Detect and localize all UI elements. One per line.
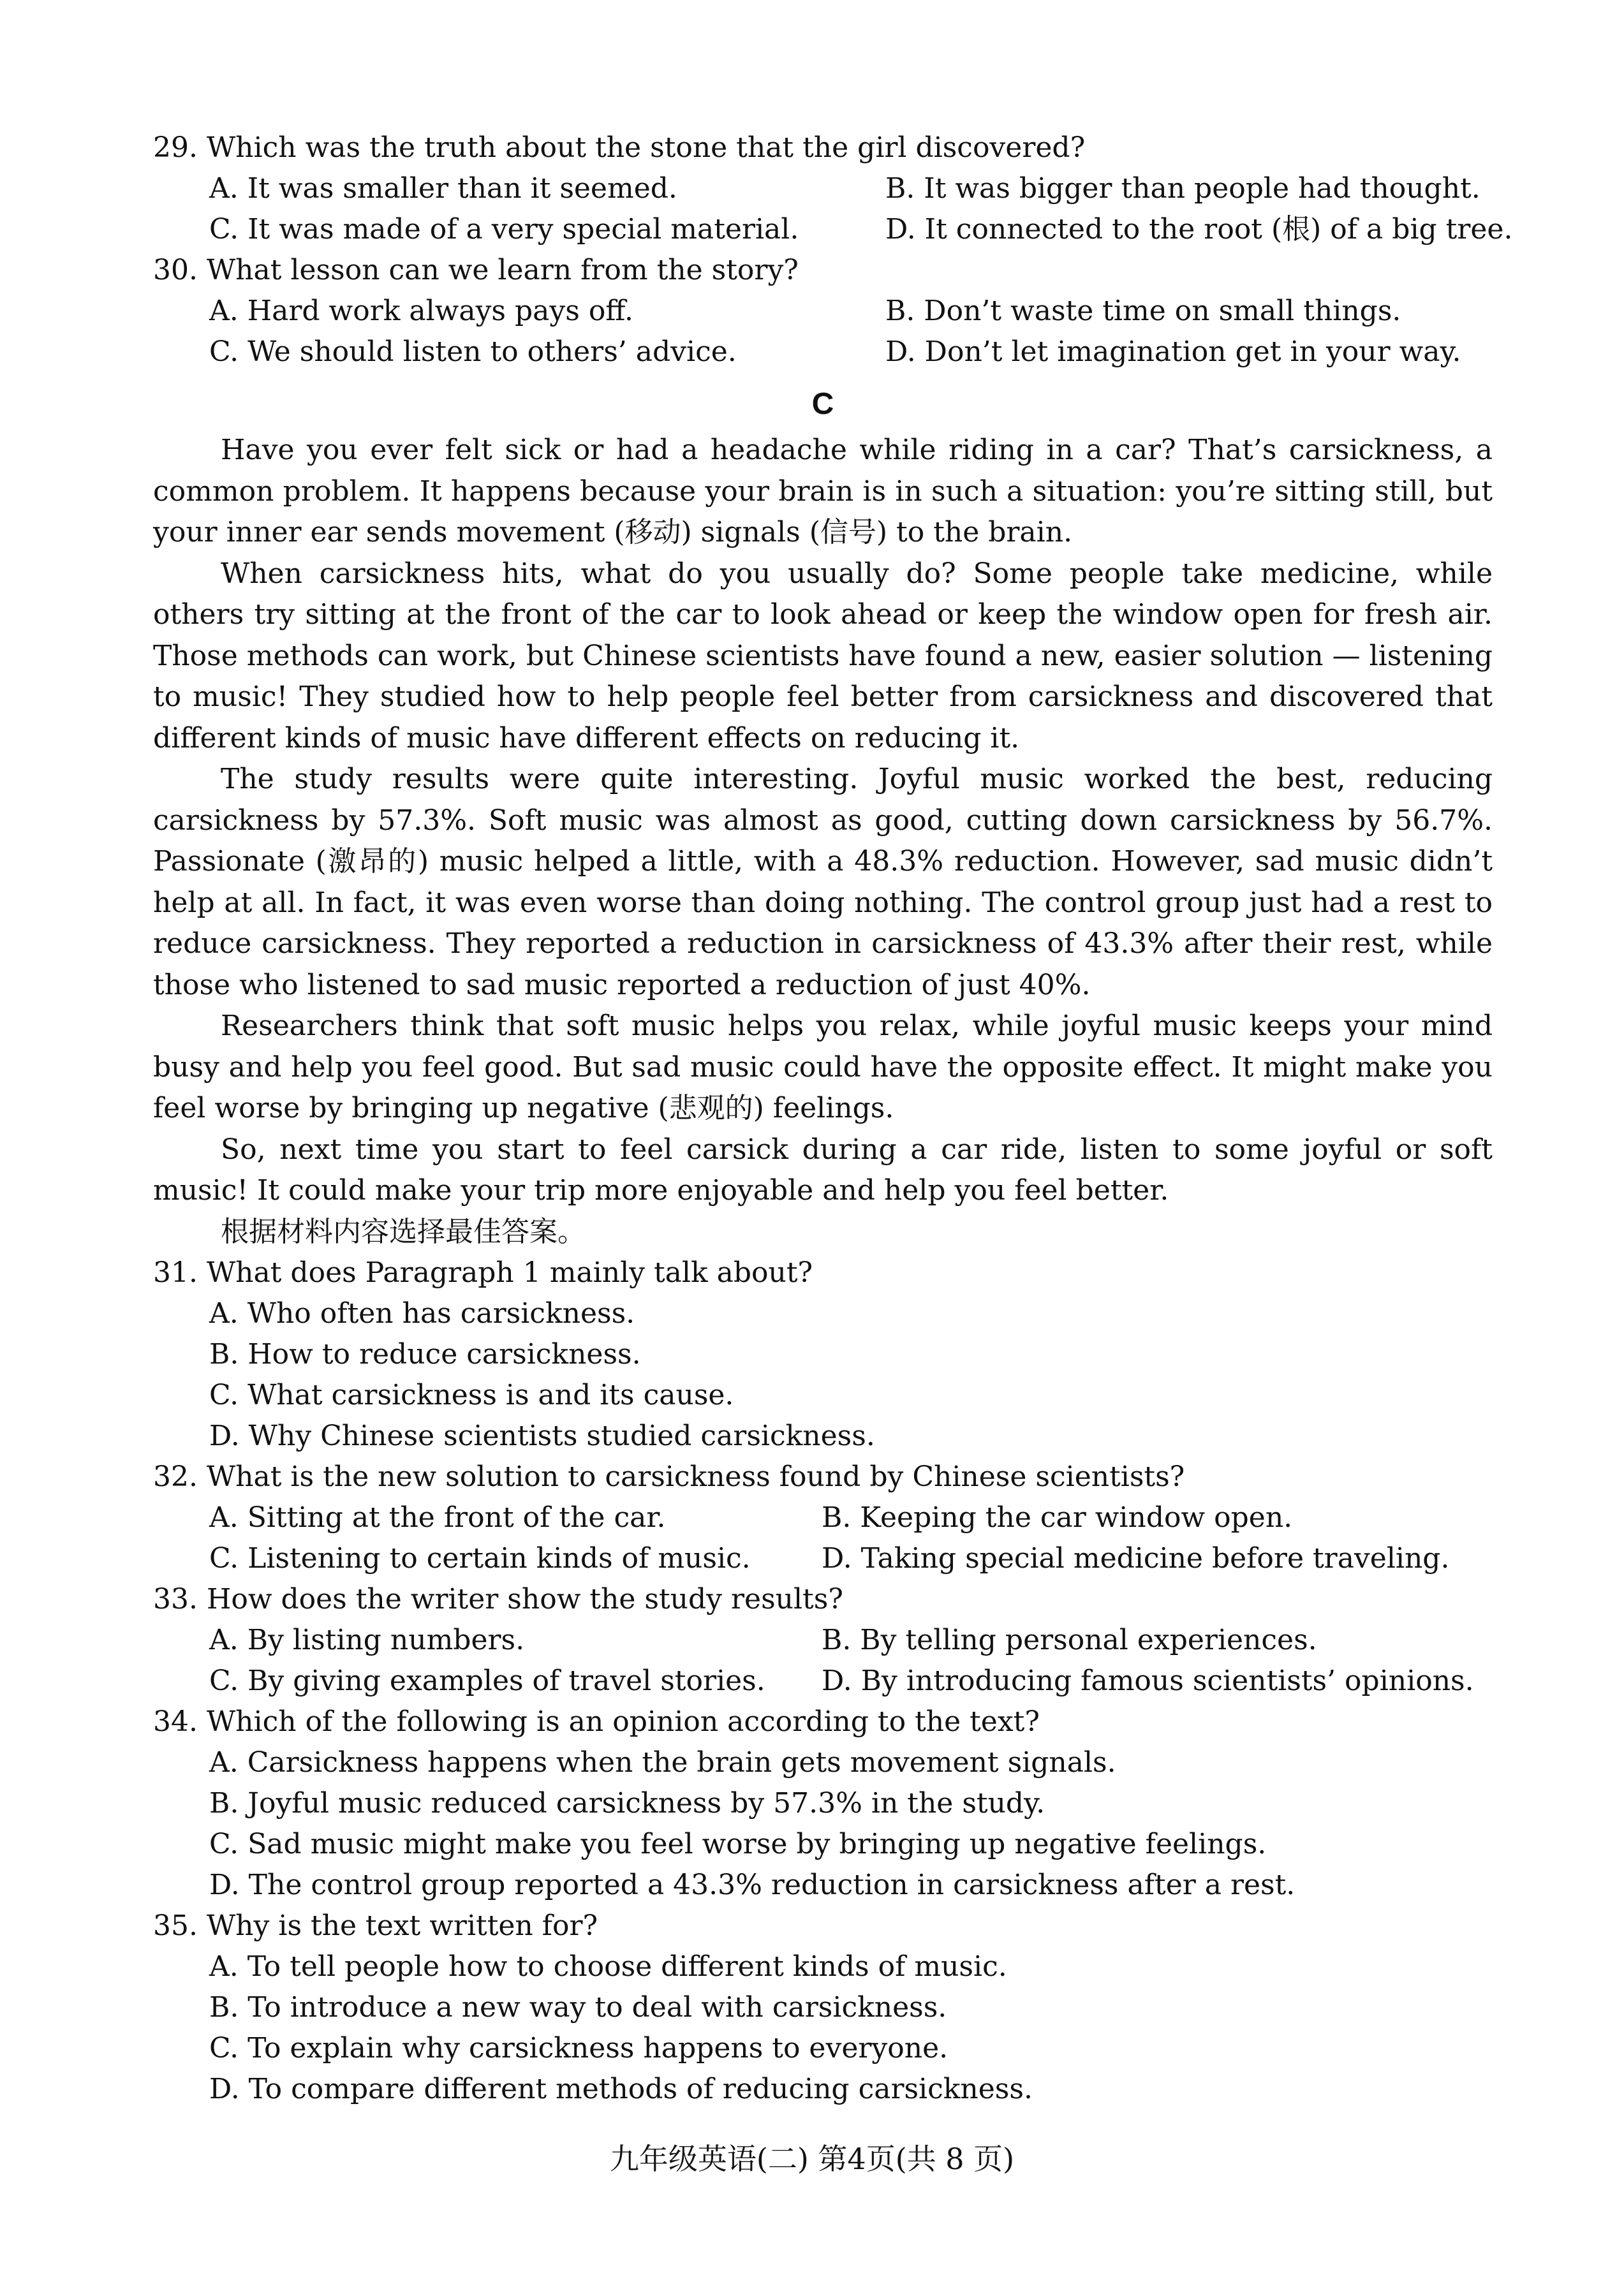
option-b: B. By telling personal experiences.: [822, 1623, 1317, 1656]
option-c: C. To explain why carsickness happens to everyone.: [209, 2031, 949, 2064]
instruction-text: 根据材料内容选择最佳答案。: [221, 1215, 586, 1248]
option-a: A. Hard work always pays off.: [209, 295, 633, 327]
question-29: [153, 128, 1513, 250]
question-32: [153, 1457, 1493, 1579]
question-35: [153, 1906, 1493, 2110]
option-a: A. To tell people how to choose different kinds of music.: [209, 1950, 1007, 1983]
passage-paragraph-1: Have you ever felt sick or had a headache while riding in a car? That’s carsickness, a common problem. It happens because your brain is in such a situation: you’re sitting still, but your inner ear sends movement (移动) signals (信号) to the brain.: [153, 434, 1493, 548]
question-34: [153, 1702, 1493, 1906]
passage-paragraph-5: So, next time you start to feel carsick during a car ride, listen to some joyful or soft music! It could make your trip more enjoyable and help you feel better.: [153, 1133, 1493, 1207]
question-33: [153, 1579, 1493, 1702]
option-d: D. Taking special medicine before traveling.: [822, 1542, 1450, 1575]
page-footer: 九年级英语(二) 第4页(共 8 页): [609, 2142, 1015, 2176]
option-b: B. How to reduce carsickness.: [209, 1337, 641, 1371]
question-30: [153, 250, 1493, 372]
passage-paragraph-2: When carsickness hits, what do you usually do? Some people take medicine, while others try sitting at the front of the car to look ahead or keep the window open for fresh air. Those methods can work, but Chinese scientists have found a new, easier solution — listening to music! They studied how to help people feel better from carsickness and discovered that different kinds of music have different effects on reducing it.: [153, 557, 1493, 754]
option-a: A. Who often has carsickness.: [209, 1297, 635, 1330]
option-d: D. It connected to the root (根) of a big tree.: [885, 213, 1513, 246]
question-stem: 34. Which of the following is an opinion according to the text?: [153, 1705, 1040, 1738]
option-c: C. Listening to certain kinds of music.: [209, 1542, 751, 1575]
option-a: A. Sitting at the front of the car.: [209, 1501, 666, 1534]
passage-paragraph-3: The study results were quite interesting. Joyful music worked the best, reducing carsickness by 57.3%. Soft music was almost as good, cutting down carsickness by 56.7%. Passionate (激昂的) music helped a little, with a 48.3% reduction. However, sad music didn’t help at all. In fact, it was even worse than doing nothing. The control group just had a rest to reduce carsickness. They reported a reduction in carsickness of 43.3% after their rest, while those who listened to sad music reported a reduction of just 40%.: [153, 763, 1493, 1001]
question-stem: 30. What lesson can we learn from the story?: [153, 254, 799, 286]
question-stem: 32. What is the new solution to carsickness found by Chinese scientists?: [153, 1460, 1185, 1493]
exam-page: [153, 128, 1513, 2110]
option-d: D. To compare different methods of reducing carsickness.: [209, 2072, 1033, 2105]
option-d: D. By introducing famous scientists’ opinions.: [822, 1664, 1474, 1697]
option-c: C. We should listen to others’ advice.: [209, 335, 737, 368]
option-d: D. The control group reported a 43.3% reduction in carsickness after a rest.: [209, 1868, 1296, 1901]
option-b: B. Joyful music reduced carsickness by 57.3% in the study.: [209, 1786, 1045, 1820]
option-c: C. What carsickness is and its cause.: [209, 1378, 734, 1411]
option-b: B. To introduce a new way to deal with carsickness.: [209, 1991, 947, 2024]
option-b: B. Don’t waste time on small things.: [885, 295, 1401, 327]
question-31: [153, 1253, 1493, 1457]
option-c: C. Sad music might make you feel worse by bringing up negative feelings.: [209, 1827, 1267, 1860]
option-a: A. It was smaller than it seemed.: [209, 172, 677, 205]
option-c: C. By giving examples of travel stories.: [209, 1664, 765, 1697]
option-d: D. Why Chinese scientists studied carsickness.: [209, 1419, 875, 1452]
question-stem: 31. What does Paragraph 1 mainly talk about?: [153, 1256, 813, 1289]
question-stem: 33. How does the writer show the study results?: [153, 1582, 843, 1615]
option-b: B. It was bigger than people had thought.: [885, 172, 1480, 205]
question-stem: 29. Which was the truth about the stone that the girl discovered?: [153, 131, 1086, 164]
option-b: B. Keeping the car window open.: [822, 1501, 1293, 1534]
option-a: A. By listing numbers.: [209, 1623, 525, 1656]
passage-paragraph-4: Researchers think that soft music helps you relax, while joyful music keeps your mind busy and help you feel good. But sad music could have the opposite effect. It might make you feel worse by bringing up negative (悲观的) feelings.: [153, 1010, 1493, 1124]
question-stem: 35. Why is the text written for?: [153, 1909, 598, 1942]
option-a: A. Carsickness happens when the brain gets movement signals.: [209, 1746, 1116, 1779]
option-c: C. It was made of a very special material.: [209, 213, 799, 246]
section-heading: C: [811, 387, 834, 421]
option-d: D. Don’t let imagination get in your way.: [885, 335, 1461, 368]
